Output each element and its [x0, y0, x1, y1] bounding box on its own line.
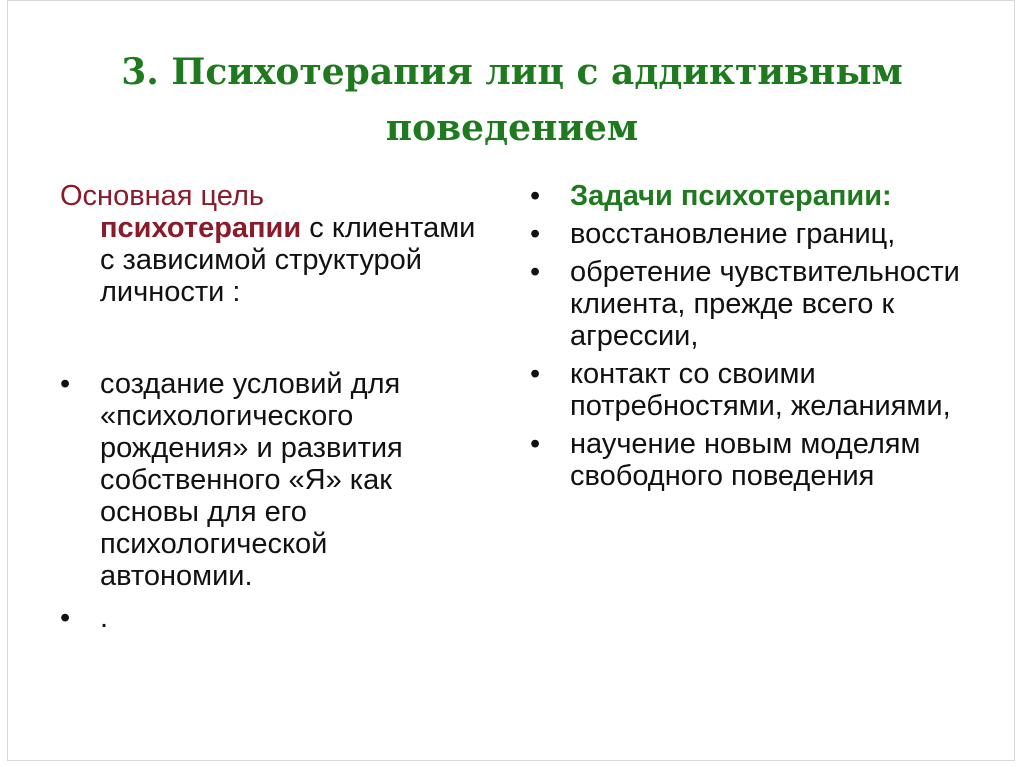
slide-title: 3. Психотерапия лиц с аддиктивным поведением — [121, 51, 903, 149]
list-item — [530, 358, 970, 422]
goal-heading-line1: Основная цель — [60, 180, 264, 212]
right-column — [530, 180, 970, 492]
tasks-heading: Задачи психотерапии: — [570, 180, 892, 212]
list-item-text: обретение чувствительности клиента, прежде всего к агрессии, — [570, 256, 960, 352]
list-item — [60, 368, 480, 592]
goal-text: клиентами с зависимой структурой личности : — [100, 212, 476, 308]
bullet-icon: • — [60, 602, 71, 634]
list-item — [530, 218, 970, 250]
goal-list — [60, 368, 480, 634]
list-item — [530, 256, 970, 352]
list-item-text: . — [100, 602, 109, 634]
list-item-text: научение новым моделям свободного поведения — [570, 428, 921, 492]
list-item-text: контакт со своими потребностями, желаниями, — [570, 358, 951, 422]
bullet-icon: • — [530, 256, 541, 288]
bullet-icon: • — [530, 358, 541, 390]
bullet-icon: • — [530, 218, 541, 250]
goal-heading-bold: психотерапии — [100, 212, 302, 244]
list-item — [530, 428, 970, 492]
bullet-icon: • — [530, 180, 541, 212]
goal-intro — [60, 180, 480, 308]
bullet-icon: • — [530, 428, 541, 460]
goal-heading-rest: с — [301, 212, 324, 244]
list-item-text: восстановление границ, — [570, 218, 896, 250]
tasks-list — [530, 180, 970, 492]
left-column — [60, 180, 480, 634]
goal-intro-continued — [60, 212, 480, 308]
list-item-text: создание условий для «психологического рождения» и развития собственного «Я» как основы для его психологической автономии. — [100, 368, 403, 592]
tasks-heading-item — [530, 180, 970, 212]
bullet-icon: • — [60, 368, 71, 400]
list-item — [60, 602, 480, 634]
